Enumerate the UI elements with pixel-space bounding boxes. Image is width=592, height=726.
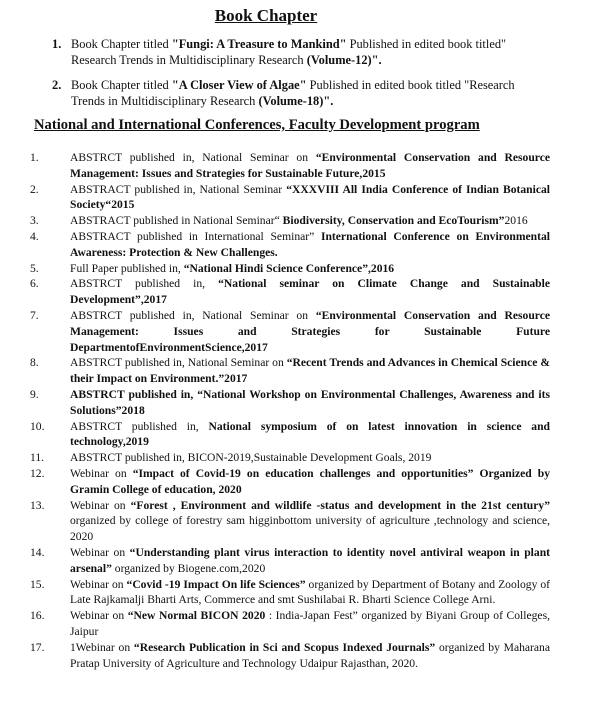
conference-item	[30, 498, 550, 545]
conferences-section-heading: National and International Conferences, Faculty Development program	[34, 117, 480, 133]
item-plain-text: Webinar on	[70, 498, 131, 512]
item-bold-text: “Environmental Conservation and Resource Management: Issues and Strategies for Sustainable Future DepartmentofEnvironmentScience,2017	[70, 308, 550, 354]
item-number: 17.	[30, 640, 45, 654]
item-text	[70, 276, 550, 308]
conference-item	[30, 261, 550, 277]
conference-list	[30, 150, 550, 671]
item-bold-text: National symposium of on latest innovation in science and technology,2019	[70, 419, 550, 449]
item-text	[70, 150, 550, 182]
chapter-volume: (Volume-12)".	[306, 53, 382, 67]
conference-item	[30, 229, 550, 261]
item-text	[70, 640, 550, 672]
item-bold-text: “Environmental Conservation and Resource Management: Issues and Strategies for Sustainable Future,2015	[70, 151, 550, 180]
book-chapter-list	[52, 36, 522, 118]
item-number: 13.	[30, 498, 45, 512]
item-bold-text: “National Hindi Science Conference”,2016	[183, 261, 395, 275]
book-chapter-item	[52, 77, 522, 109]
item-plain-text: ABSTRCT published in, National Seminar on	[70, 356, 287, 370]
chapter-text-part: Published in edited book titled" Research Trends in Multidisciplinary Research	[71, 37, 507, 67]
item-bold-text: “National seminar on Climate Change and Sustainable Development”,2017	[70, 277, 550, 307]
item-number: 6.	[30, 277, 39, 291]
conference-item	[30, 387, 550, 419]
item-number: 14.	[30, 545, 45, 559]
item-number: 9.	[30, 387, 39, 401]
conference-item	[30, 640, 550, 672]
conference-item	[30, 450, 550, 466]
item-text	[70, 419, 550, 451]
item-plain-text: ABSTRCT published in, National Seminar on	[70, 308, 316, 322]
item-plain-text: organized by college of forestry sam higginbottom university of agriculture ,technology and science, 2020	[70, 514, 550, 544]
conference-item	[30, 608, 550, 640]
item-text	[70, 229, 550, 261]
item-number: 1.	[30, 151, 39, 164]
item-plain-text: 2016	[504, 214, 528, 228]
chapter-text	[52, 77, 522, 109]
item-number: 12.	[30, 466, 45, 480]
chapter-title: "Fungi: A Treasure to Mankind"	[171, 37, 347, 51]
item-bold-text: “Understanding plant virus interaction to identity novel antiviral weapon in plant arsenal”	[70, 545, 551, 575]
chapter-text-part: Published in edited book titled "Research Trends in Multidisciplinary Research	[71, 78, 515, 108]
item-plain-text: Full Paper published in,	[70, 261, 184, 275]
item-plain-text: Webinar on	[70, 545, 130, 559]
item-bold-text: “Forest , Environment and wildlife -status and development in the 21st century”	[130, 498, 550, 512]
item-plain-text: ABSTRCT published in,	[70, 277, 219, 291]
item-plain-text: organized by Biogene.com,2020	[111, 561, 266, 575]
item-bold-text: ABSTRCT published in, “National Workshop on Environmental Challenges, Awareness and its Solutions”2018	[70, 387, 550, 417]
chapter-text	[52, 36, 522, 68]
chapter-title: "A Closer View of Algae"	[171, 78, 307, 92]
item-number: 10.	[30, 419, 45, 433]
chapter-number: 2.	[52, 78, 62, 92]
chapter-text-part: Book Chapter titled	[71, 78, 172, 92]
item-text	[70, 545, 550, 577]
item-text	[70, 608, 550, 640]
item-plain-text: ABSTRCT published in, BICON-2019,Sustainable Development Goals, 2019	[70, 451, 432, 465]
item-plain-text: 1Webinar on	[70, 640, 134, 654]
item-text	[70, 577, 550, 609]
item-plain-text: ABSTRACT published in International Seminar”	[70, 229, 321, 243]
item-bold-text: “Covid -19 Impact On life Sciences”	[126, 577, 306, 591]
item-text	[70, 498, 550, 545]
item-text	[70, 450, 550, 466]
conference-item	[30, 355, 550, 387]
item-plain-text: organized by Department of Botany and Zoology of Late Rajkamalji Bharti Arts, Commerce and smt Sushilabai R. Bharti Science College Arni.	[70, 577, 550, 607]
conference-item	[30, 182, 550, 214]
item-bold-text: “XXXVIII All India Conference of Indian Botanical Society“2015	[70, 182, 551, 212]
chapter-text-part: Book Chapter titled	[71, 37, 172, 51]
conference-item	[30, 577, 550, 609]
conference-item	[30, 213, 550, 229]
item-number: 11.	[30, 451, 45, 465]
item-text	[70, 182, 550, 214]
item-bold-text: “Impact of Covid-19 on education challenges and opportunities” Organized by Gramin College of education, 2020	[70, 466, 550, 496]
item-bold-text: “Research Publication in Sci and Scopus Indexed Journals”	[133, 640, 436, 654]
item-plain-text: ABSTRACT published in National Seminar“	[70, 214, 283, 228]
book-chapter-heading: Book Chapter	[214, 6, 318, 25]
item-text	[70, 308, 550, 355]
item-text	[70, 355, 550, 387]
conference-item	[30, 150, 550, 182]
item-plain-text: organized by Maharana Pratap University of Agriculture and Technology Udaipur Rajasthan, 2020.	[70, 640, 550, 670]
item-text	[70, 466, 550, 498]
item-number: 16.	[30, 609, 45, 623]
conference-item	[30, 466, 550, 498]
conference-item	[30, 276, 550, 308]
item-text	[70, 261, 550, 277]
conference-item	[30, 545, 550, 577]
item-plain-text: Webinar on	[70, 609, 128, 623]
item-bold-text: “Recent Trends and Advances in Chemical Science & their Impact on Environment.”2017	[70, 356, 550, 386]
chapter-volume: (Volume-18)".	[258, 94, 334, 108]
item-text	[70, 387, 550, 419]
conference-item	[30, 308, 550, 355]
item-number: 5.	[30, 261, 39, 275]
item-plain-text: Webinar on	[70, 577, 127, 591]
item-plain-text: : India-Japan Fest” organized by Biyani Group of Colleges, Jaipur	[70, 609, 550, 638]
item-number: 4.	[30, 229, 39, 243]
item-bold-text: Biodiversity, Conservation and EcoTourism”	[282, 214, 505, 228]
item-number: 15.	[30, 577, 45, 591]
conference-item	[30, 419, 550, 451]
item-plain-text: Webinar on	[70, 466, 133, 480]
item-plain-text: ABSTRCT published in,	[70, 419, 209, 433]
book-chapter-item	[52, 36, 522, 68]
item-bold-text: “New Normal BICON 2020	[127, 609, 266, 623]
item-bold-text: International Conference on Environmental Awareness: Protection & New Challenges.	[70, 229, 550, 259]
item-plain-text: ABSTRCT published in, National Seminar on	[70, 151, 316, 164]
item-plain-text: ABSTRACT published in, National Seminar	[70, 182, 287, 196]
item-number: 8.	[30, 356, 39, 370]
item-number: 2.	[30, 182, 39, 196]
item-number: 7.	[30, 308, 39, 322]
chapter-number: 1.	[52, 37, 62, 51]
item-text	[70, 213, 550, 229]
item-number: 3.	[30, 214, 39, 228]
